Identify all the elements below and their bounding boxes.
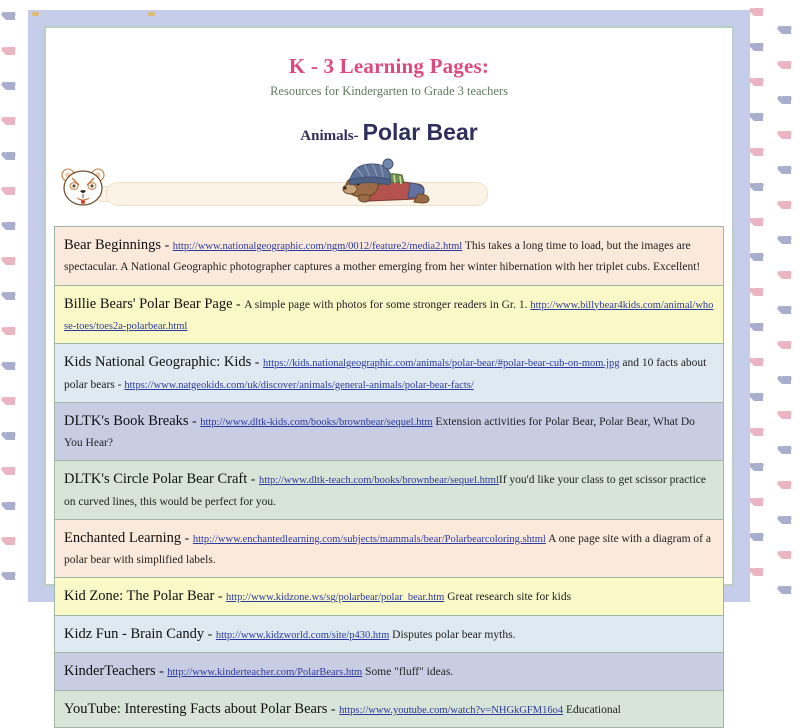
heart-decoration: [754, 358, 763, 366]
resource-description: A simple page with photos for some stronger readers in Gr. 1.: [244, 298, 531, 311]
heart-decoration: [6, 572, 15, 580]
heart-decoration: [6, 362, 15, 370]
section-category: Animals: [300, 128, 354, 144]
heart-decoration: [754, 113, 763, 121]
heart-decoration: [754, 78, 763, 86]
resource-description: Some "fluff" ideas.: [362, 666, 454, 679]
polar-bear-face-icon: [58, 164, 108, 210]
page-title: K - 3 Learning Pages:: [288, 54, 490, 78]
heart-decoration: [6, 397, 15, 405]
resource-separator: -: [232, 296, 245, 312]
resource-separator: -: [327, 701, 340, 717]
resource-separator: -: [214, 589, 227, 605]
gold-dot-decoration: [148, 12, 155, 16]
resource-list: [54, 226, 724, 728]
heart-decoration: [782, 271, 791, 279]
right-heart-margin-outer: [776, 0, 802, 600]
resource-link[interactable]: http://www.kidzworld.com/site/p430.htm: [215, 629, 390, 641]
heart-decoration: [6, 47, 15, 55]
heart-decoration: [782, 341, 791, 349]
resource-title: KinderTeachers: [64, 663, 156, 680]
resource-link[interactable]: http://www.dltk-kids.com/books/brownbear/sequel.htm: [200, 416, 433, 428]
page-content-area: [44, 26, 734, 717]
heart-decoration: [754, 463, 763, 471]
heart-decoration: [754, 393, 763, 401]
heart-decoration: [754, 428, 763, 436]
resource-title: Kid Zone: The Polar Bear: [64, 588, 215, 605]
header-illustration: [46, 156, 732, 218]
heart-decoration: [6, 187, 15, 195]
gold-dot-decoration: [32, 12, 39, 16]
resource-title: DLTK's Book Breaks: [64, 412, 189, 429]
heart-decoration: [6, 467, 15, 475]
resource-description: Disputes polar bear myths.: [389, 628, 516, 641]
heart-decoration: [6, 117, 15, 125]
heart-decoration: [754, 533, 763, 541]
resource-separator: -: [204, 626, 216, 642]
heart-decoration: [782, 166, 791, 174]
heart-decoration: [782, 96, 791, 104]
resource-link[interactable]: http://www.kinderteacher.com/PolarBears.htm: [167, 667, 363, 679]
page-border-frame: [28, 10, 750, 717]
heart-decoration: [782, 481, 791, 489]
heart-decoration: [754, 568, 763, 576]
heart-decoration: [782, 61, 791, 69]
resource-title: Kidz Fun - Brain Candy: [64, 625, 205, 642]
resource-description: Educational: [563, 703, 621, 716]
heart-decoration: [754, 218, 763, 226]
sleeping-bear-in-winter-clothes-icon: [322, 156, 432, 214]
heart-decoration: [6, 292, 15, 300]
resource-separator: -: [181, 530, 193, 546]
resource-title: Bear Beginnings: [64, 237, 162, 253]
section-dash: -: [353, 128, 359, 144]
resource-title: DLTK's Circle Polar Bear Craft: [64, 471, 248, 488]
section-topic: Polar Bear: [362, 119, 478, 145]
resource-row: [54, 461, 724, 520]
heart-decoration: [782, 376, 791, 384]
resource-separator: -: [247, 472, 259, 488]
heart-decoration: [6, 152, 15, 160]
heart-decoration: [754, 183, 763, 191]
resource-link[interactable]: https://www.natgeokids.com/uk/discover/animals/general-animals/polar-bear-facts/: [124, 379, 474, 391]
heart-decoration: [6, 327, 15, 335]
heart-decoration: [782, 131, 791, 139]
resource-row: [54, 520, 724, 579]
heart-decoration: [782, 201, 791, 209]
resource-title: YouTube: Interesting Facts about Polar Bears: [64, 700, 328, 717]
right-heart-margin-inner: [748, 0, 774, 600]
resource-separator: -: [155, 664, 168, 680]
resource-row: [54, 616, 724, 653]
resource-row: [54, 691, 724, 728]
heart-decoration: [782, 586, 791, 594]
resource-row: [54, 653, 724, 690]
heart-decoration: [782, 516, 791, 524]
resource-title: Billie Bears' Polar Bear Page: [64, 295, 233, 312]
resource-link[interactable]: https://kids.nationalgeographic.com/animals/polar-bear/#polar-bear-cub-on-mom.jpg: [262, 358, 620, 370]
resource-description: This takes a long time to load, but the images are spectacular. A National Geographic photographer captures a mother emerging from her winter hibernation with her triplet cubs. Excellent!: [64, 240, 701, 274]
heart-decoration: [782, 306, 791, 314]
heart-decoration: [6, 82, 15, 90]
heart-decoration: [754, 323, 763, 331]
left-heart-margin: [0, 0, 26, 600]
heart-decoration: [782, 411, 791, 419]
heart-decoration: [754, 253, 763, 261]
resource-link[interactable]: https://www.youtube.com/watch?v=NHGkGFM16o4: [339, 704, 564, 716]
resource-title: Enchanted Learning: [64, 529, 182, 546]
heart-decoration: [6, 502, 15, 510]
resource-description: Extension activities for Polar Bear, Polar Bear, What Do You Hear?: [64, 415, 695, 450]
resource-row: [54, 403, 724, 462]
resource-link[interactable]: http://www.kidzone.ws/sg/polarbear/polar_bear.htm: [226, 592, 445, 604]
resource-row: [54, 286, 724, 345]
resource-description: A one page site with a diagram of a polar bear with simplified labels.: [64, 532, 711, 567]
heart-decoration: [782, 236, 791, 244]
resource-row: [54, 344, 724, 403]
resource-separator: -: [251, 355, 263, 371]
heart-decoration: [782, 446, 791, 454]
heart-decoration: [6, 432, 15, 440]
resource-description: If you'd like your class to get scissor practice on curved lines, this would be perfect for you.: [64, 474, 706, 508]
heart-decoration: [754, 8, 763, 16]
heart-decoration: [6, 257, 15, 265]
resource-separator: -: [161, 238, 173, 253]
heart-decoration: [754, 498, 763, 506]
heart-decoration: [782, 26, 791, 34]
resource-link[interactable]: http://www.dltk-teach.com/books/brownbear/sequel.html: [258, 475, 499, 487]
section-heading: [46, 119, 732, 146]
heart-decoration: [754, 148, 763, 156]
heart-decoration: [6, 222, 15, 230]
heart-decoration: [754, 288, 763, 296]
heart-decoration: [6, 537, 15, 545]
resource-link[interactable]: http://www.nationalgeographic.com/ngm/0012/feature2/media2.html: [172, 241, 463, 252]
heart-decoration: [754, 43, 763, 51]
resource-link[interactable]: http://www.billybear4kids.com/animal/whose-toes/toes2a-polarbear.html: [64, 299, 714, 333]
page-subtitle: Resources for Kindergarten to Grade 3 teachers: [270, 84, 508, 98]
resource-separator: -: [188, 413, 201, 429]
heart-decoration: [782, 551, 791, 559]
resource-description: Great research site for kids: [444, 591, 572, 604]
resource-row: [54, 578, 724, 615]
resource-description: and 10 facts about polar bears -: [64, 357, 707, 391]
resource-title: Kids National Geographic: Kids: [64, 354, 252, 371]
resource-link[interactable]: http://www.enchantedlearning.com/subjects/mammals/bear/Polarbearcoloring.shtml: [192, 533, 546, 545]
heart-decoration: [6, 12, 15, 20]
resource-row: [54, 227, 724, 286]
